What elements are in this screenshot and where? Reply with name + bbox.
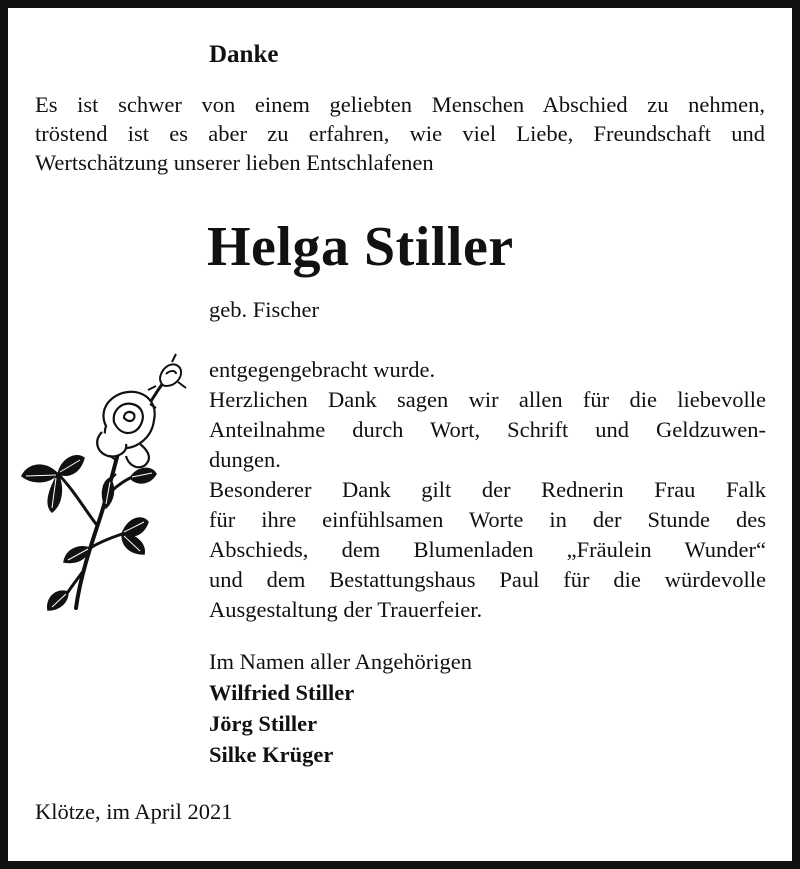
body-line: Anteilnahme durch Wort, Schrift und Geldzuwen- (209, 417, 766, 442)
body-line: Ausgestaltung der Trauerfeier. (209, 597, 483, 622)
signers-list (209, 677, 354, 770)
signature-intro: Im Namen aller Angehörigen (209, 649, 473, 674)
signer-name: Silke Krüger (209, 742, 334, 767)
body-line: und dem Bestattungshaus Paul für die würdevolle (209, 567, 766, 592)
intro-line: Wertschätzung unserer lieben Entschlafenen (35, 150, 434, 175)
intro-line: tröstend ist es aber zu erfahren, wie viel Liebe, Freundschaft und (35, 121, 765, 146)
body-line: Besonderer Dank gilt der Rednerin Frau Falk (209, 477, 766, 502)
birth-name: geb. Fischer (209, 297, 319, 322)
rose-icon (18, 348, 193, 616)
signer-name: Wilfried Stiller (209, 680, 355, 705)
body-line: entgegengebracht wurde. (209, 357, 436, 382)
body-line: für ihre einfühlsamen Worte in der Stunde des (209, 507, 766, 532)
thanks-paragraph (209, 355, 766, 625)
signer-name: Jörg Stiller (209, 711, 318, 736)
intro-line: Es ist schwer von einem geliebten Menschen Abschied zu nehmen, (35, 92, 765, 117)
body-line: Herzlichen Dank sagen wir allen für die liebevolle (209, 387, 766, 412)
intro-paragraph (35, 90, 765, 177)
body-line: Abschieds, dem Blumenladen „Fräulein Wunder“ (209, 537, 766, 562)
body-line: dungen. (209, 447, 281, 472)
place-date: Klötze, im April 2021 (35, 799, 233, 824)
deceased-name: Helga Stiller (207, 216, 514, 278)
notice-heading: Danke (209, 41, 279, 68)
